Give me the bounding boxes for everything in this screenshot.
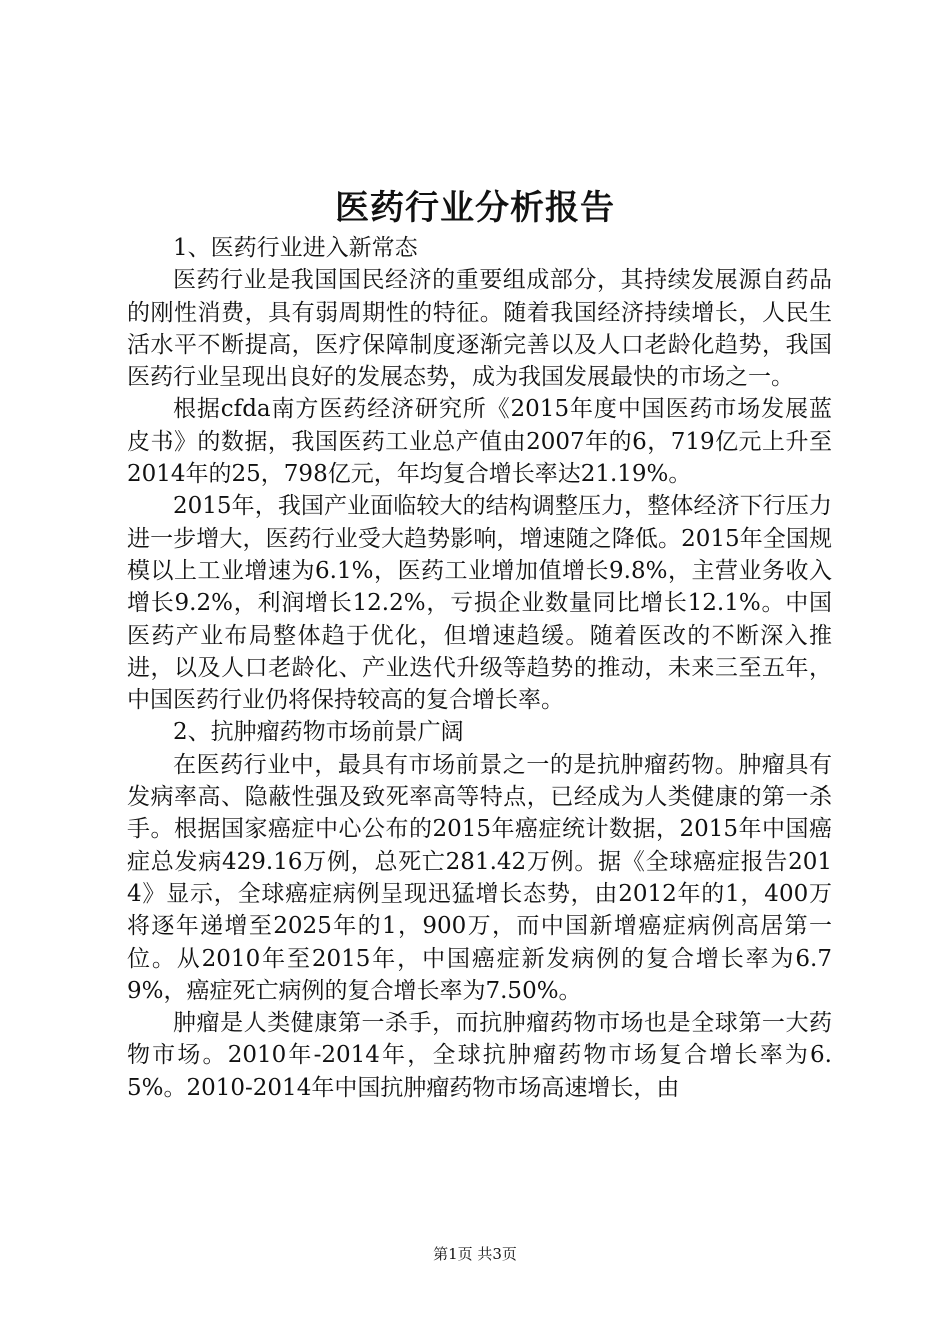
paragraph: 肿瘤是人类健康第一杀手，而抗肿瘤药物市场也是全球第一大药物市场。2010年-2014年，全球抗肿瘤药物市场复合增长率为6.5%。2010-2014年中国抗肿瘤药物市场高速增长，由: [127, 1010, 832, 1101]
paragraph: 2015年，我国产业面临较大的结构调整压力，整体经济下行压力进一步增大，医药行业受大趋势影响，增速随之降低。2015年全国规模以上工业增速为6.1%，医药工业增加值增长9.8%，主营业务收入增长9.2%，利润增长12.2%，亏损企业数量同比增长12.1%。中国医药产业布局整体趋于优化，但增速趋缓。随着医改的不断深入推进，以及人口老龄化、产业迭代升级等趋势的推动，未来三至五年，中国医药行业仍将保持较高的复合增长率。: [127, 493, 832, 714]
document-title: 医药行业分析报告: [335, 188, 615, 228]
section-heading-2: 2、抗肿瘤药物市场前景广阔: [173, 719, 464, 746]
paragraph: 医药行业是我国国民经济的重要组成部分，其持续发展源自药品的刚性消费，具有弱周期性的特征。随着我国经济持续增长，人民生活水平不断提高，医疗保障制度逐渐完善以及人口老龄化趋势，我国医药行业呈现出良好的发展态势，成为我国发展最快的市场之一。: [127, 267, 832, 391]
paragraph: 在医药行业中，最具有市场前景之一的是抗肿瘤药物。肿瘤具有发病率高、隐蔽性强及致死率高等特点，已经成为人类健康的第一杀手。根据国家癌症中心公布的2015年癌症统计数据，2015年中国癌症总发病429.16万例，总死亡281.42万例。据《全球癌症报告2014》显示，全球癌症病例呈现迅猛增长态势，由2012年的1，400万将逐年递增至2025年的1，900万，而中国新增癌症病例高居第一位。从2010年至2015年，中国癌症新发病例的复合增长率为6.79%，癌症死亡病例的复合增长率为7.50%。: [127, 751, 832, 1004]
document-body: [127, 232, 832, 1104]
page-number-footer: 第1页 共3页: [433, 1245, 517, 1263]
section-heading-1: 1、医药行业进入新常态: [173, 235, 418, 261]
paragraph: 根据cfda南方医药经济研究所《2015年度中国医药市场发展蓝皮书》的数据，我国医药工业总产值由2007年的6，719亿元上升至2014年的25，798亿元，年均复合增长率达21.19%。: [127, 396, 832, 488]
